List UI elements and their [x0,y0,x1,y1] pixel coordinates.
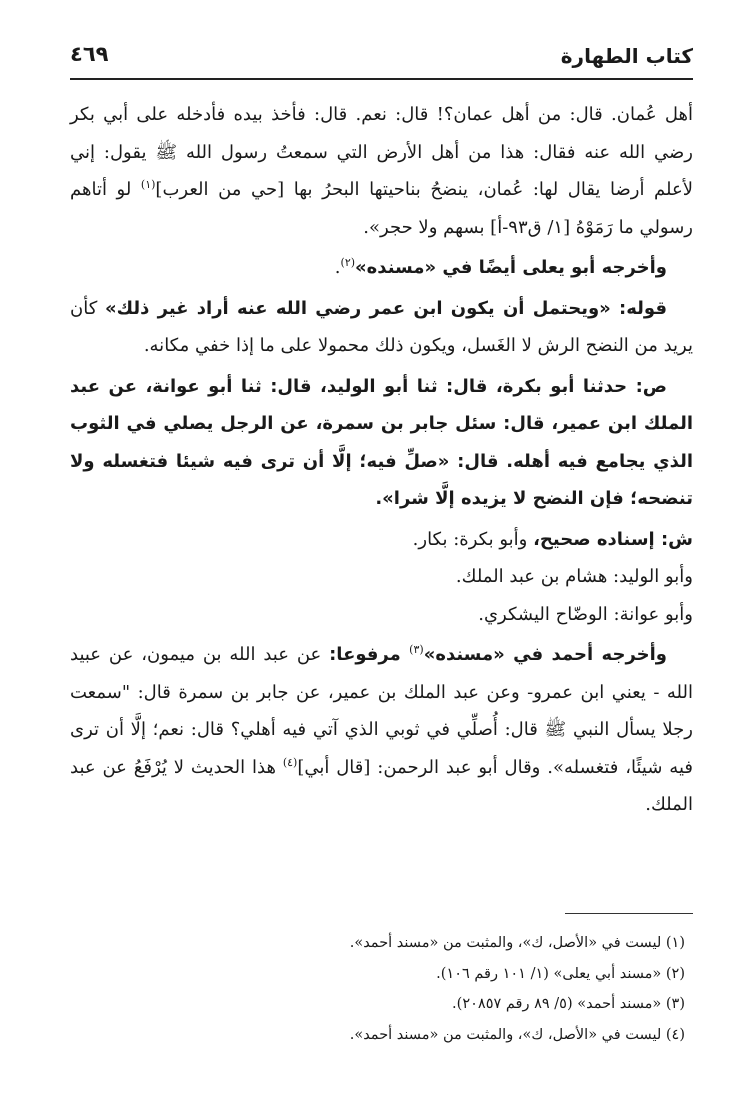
paragraph-1-continued: لو أتاهم رسولي ما رَمَوْهُ [١/ ق٩٣-أ] بسهم ولا حجر». [70,179,693,238]
footnote-3: (٣) «مسند أحمد» (٥/ ٨٩ رقم ٢٠٨٥٧). [452,996,685,1012]
footnote-1: (١) ليست في «الأصل، ك»، والمثبت من «مسند أحمد». [349,935,685,951]
footnote-4: (٤) ليست في «الأصل، ك»، والمثبت من «مسند أحمد». [349,1026,685,1043]
footnote-ref-4: (٤) [282,755,298,769]
paragraph-3-bold: قوله: «ويحتمل أن يكون ابن عمر رضي الله عنه أراد غير ذلك» [105,297,668,319]
page-number: ٤٦٩ [70,42,109,66]
paragraph-2-tail: . [334,257,341,278]
footnote-ref-1: (١) [140,178,156,191]
paragraph-8-bold: وأخرجه أحمد في «مسنده» [423,644,667,665]
footnote-ref-3: (٣) [409,643,424,656]
paragraph-3 [70,290,693,365]
paragraph-7: وأبو عوانة: الوضّاح اليشكري. [478,603,693,625]
paragraph-5-text: وأبو بكرة: بكار. [412,528,534,550]
footnote-2: (٢) «مسند أبي يعلى» (١/ ١٠١ رقم ١٠٦). [436,965,685,982]
footnote-ref-2: (٢) [340,256,356,269]
paragraph-2-bold: وأخرجه أبو يعلى أيضًا في «مسنده» [355,257,667,278]
page-header [70,38,693,80]
chapter-title: كتاب الطهارة [560,44,693,68]
paragraph-3-text: كأن يريد من النضح الرش لا الغَسل، ويكون ذلك محمولا على ما إذا خفي مكانه. [70,297,693,356]
footnotes [70,928,693,1050]
main-text [70,96,693,824]
paragraph-1 [70,96,693,246]
paragraph-4: ص: حدثنا أبو بكرة، قال: ثنا أبو الوليد، قال: ثنا أبو عوانة، عن عبد الملك ابن عمير، قال: سئل جابر بن سمرة، عن الرجل يصلي في الثوب الذي يجامع فيه أهله. قال: «صلِّ فيه؛ إلَّا أن ترى فيه شيئا فتغسله ولا تنضحه؛ فإن النضح لا يزيده إلَّا شرا». [70,375,693,509]
paragraph-2 [70,249,693,287]
paragraph-8-text: عن عبد الله بن ميمون، عن عبيد الله - يعني ابن عمرو- وعن عبد الملك بن عمير، عن جابر بن سمرة قال: "سمعت رجلا يسأل النبي ﷺ قال: أُصلِّي في ثوبي الذي آتي فيه أهلي؟ قال: نعم؛ إلَّا أن ترى فيه شيئًا، فتغسله». وقال أبو عبد الرحمن: [قال أبي] [70,644,693,778]
paragraph-8 [70,636,693,824]
paragraph-8-end: هذا الحديث لا يُرْفَعُ عن عبد الملك. [70,756,693,815]
paragraph-6: وأبو الوليد: هشام بن عبد الملك. [455,566,693,587]
paragraph-1-text: أهل عُمان. قال: من أهل عمان؟! قال: نعم. قال: فأخذ بيده فأدخله على أبي بكر رضي الله عنه فقال: هذا من أهل الأرض التي سمعتُ رسول الله ﷺ يقول: إني لأعلم أرضا يقال لها: عُمان، ينضحُ بناحيتها البحرُ بها [حي من العرب] [70,104,693,200]
footnote-separator [565,913,693,914]
paragraph-8-bold-2: مرفوعا: [329,644,410,665]
paragraph-5 [70,521,693,559]
paragraph-5-bold: ش: إسناده صحيح، [533,528,693,550]
